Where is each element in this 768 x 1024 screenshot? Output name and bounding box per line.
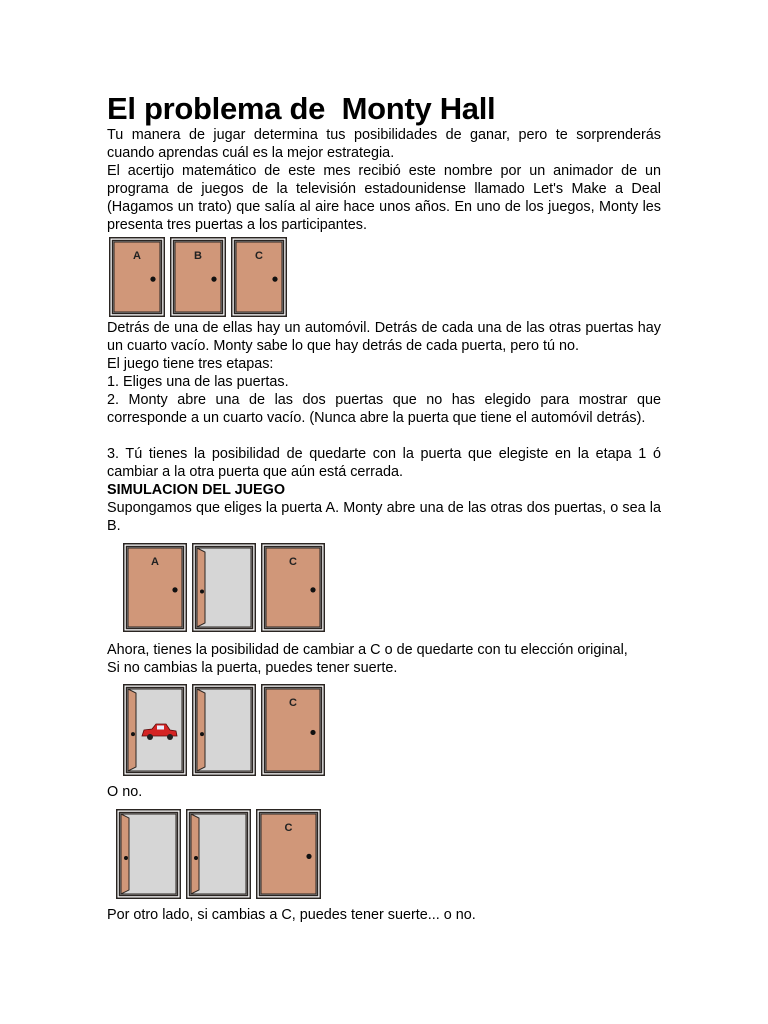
door-car: [123, 684, 187, 776]
door-label: B: [194, 250, 202, 262]
door-label: A: [151, 556, 159, 568]
page-title: El problema de Monty Hall: [107, 91, 496, 126]
door-closed-c: [261, 543, 325, 632]
final-paragraph: Por otro lado, si cambias a C, puedes tener suerte... o no.: [107, 907, 476, 923]
door-closed-a: [123, 543, 187, 632]
door-label: A: [133, 250, 141, 262]
door-closed-c: [231, 237, 287, 317]
door-closed-c: [256, 809, 321, 899]
door-label: C: [289, 697, 297, 709]
stage-2: 2. Monty abre una de las dos puertas que no has elegido para mostrar que corresponde a un cuarto vacío. (Nunca abre la puerta que tiene el automóvil detrás).: [107, 392, 661, 426]
door-open: [116, 809, 181, 899]
simulation-paragraph: Supongamos que eliges la puerta A. Monty abre una de las otras dos puertas, o sea la B.: [107, 500, 661, 534]
door-closed-c: [261, 684, 325, 776]
explanation-paragraph-1: Detrás de una de ellas hay un automóvil. Detrás de cada una de las otras puertas hay un cuarto vacío. Monty sabe lo que hay detrás de cada puerta, pero tú no.: [107, 320, 661, 354]
simulation-heading: SIMULACION DEL JUEGO: [107, 482, 286, 498]
after-open-line-2: Si no cambias la puerta, puedes tener suerte.: [107, 660, 398, 676]
door-label: C: [284, 822, 293, 834]
door-closed-b: [170, 237, 226, 317]
door-label: C: [255, 250, 263, 262]
door-open: [192, 684, 256, 776]
explanation-stages-heading: El juego tiene tres etapas:: [107, 356, 274, 372]
intro-paragraph-2: El acertijo matemático de este mes recibió este nombre por un animador de un programa de juegos de la televisión estadounidense llamado Let's Make a Deal (Hagamos un trato) que salía al aire hace unos años. En uno de los juegos, Monty les presenta tres puertas a los participantes.: [107, 163, 661, 233]
stage-3: 3. Tú tienes la posibilidad de quedarte con la puerta que elegiste en la etapa 1 ó cambiar a la otra puerta que aún está cerrada.: [107, 446, 661, 480]
after-open-line-1: Ahora, tienes la posibilidad de cambiar a C o de quedarte con tu elección original,: [107, 642, 628, 658]
door-label: C: [289, 556, 297, 568]
door-open: [186, 809, 251, 899]
door-open: [192, 543, 256, 632]
or-not-text: O no.: [107, 784, 143, 800]
stage-1: 1. Eliges una de las puertas.: [107, 374, 289, 390]
door-closed-a: [109, 237, 165, 317]
intro-paragraph-1: Tu manera de jugar determina tus posibilidades de ganar, pero te sorprenderás cuando aprendas cuál es la mejor estrategia.: [107, 127, 661, 161]
